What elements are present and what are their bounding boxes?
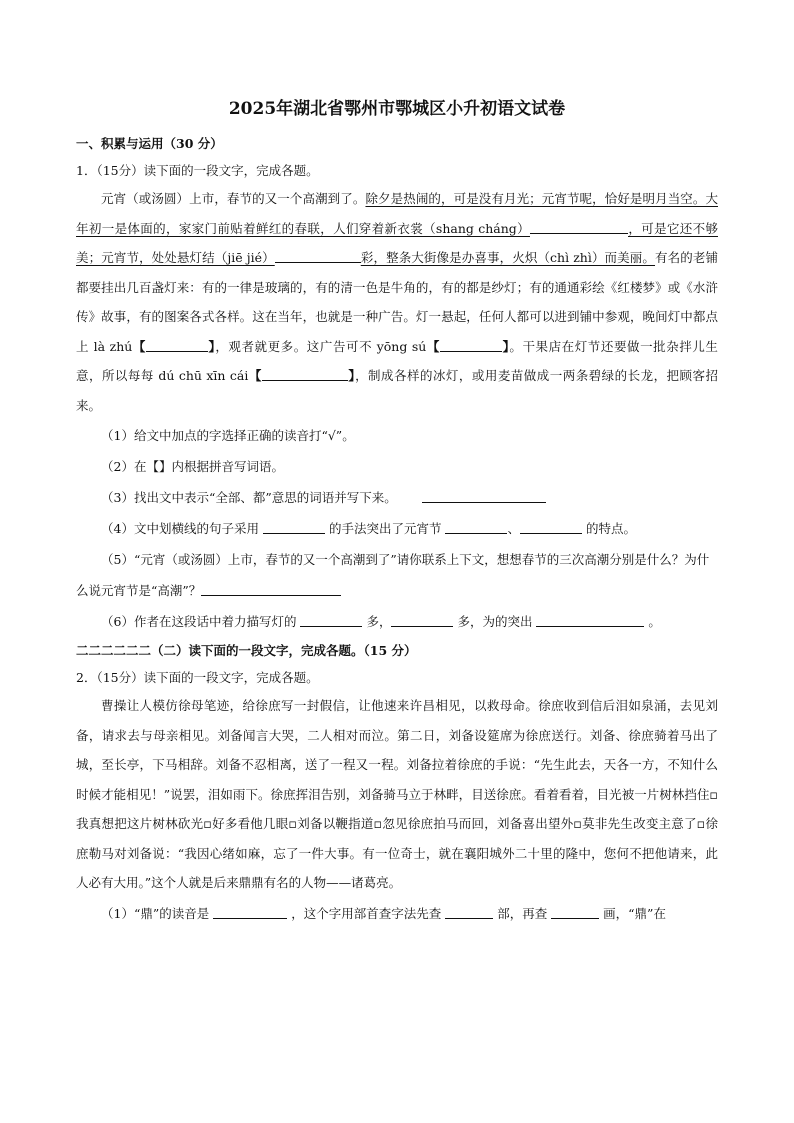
subquestion-5 xyxy=(76,544,718,606)
question2-passage: 曹操让人模仿徐母笔迹，给徐庶写一封假信，让他速来许昌相见，以救母命。徐庶收到信后泪如泉涌，去见刘备，请求去与母亲相见。刘备闻言大哭，二人相对而泣。第二日，刘备设筵席为徐庶送行。刘备、徐庶骑着马出了城，至长亭，下马相辞。刘备不忍相离，送了一程又一程。刘备拉着徐庶的手说：“先生此去，天各一方，不知什么时候才能相见！”说罢，泪如雨下。徐庶挥泪告别，刘备骑马立于林畔，目送徐庶。看着看着，目光被一片树林挡住▫我真想把这片树林砍光▫好多看他几眼▫刘备以鞭指道▫忽见徐庶拍马而回，刘备喜出望外▫莫非先生改变主意了▫徐庶勒马对刘备说：“我因心绪如麻，忘了一件大事。有一位奇士，就在襄阳城外二十里的隆中，您何不把他请来，此人必有大用。”这个人就是后来鼎鼎有名的人物——诸葛亮。 xyxy=(76,698,718,890)
exam-page xyxy=(76,96,718,929)
answer-blank[interactable] xyxy=(201,583,341,596)
q2-sub1-text-b: ，这个字用部首查字法先查 xyxy=(291,905,442,921)
subquestion-6-text-b: 多， xyxy=(366,614,392,629)
pinyin-answer-blank[interactable] xyxy=(440,339,502,352)
answer-blank[interactable] xyxy=(551,906,599,919)
pinyin-answer-blank[interactable] xyxy=(262,368,348,381)
question1-passage xyxy=(76,184,718,420)
answer-blank[interactable] xyxy=(530,221,628,234)
underlined-sentence: 除夕是热闹的，可是没有月光；元宵节呢，恰好是明月当空。大年初一是体面的，家家门前贴着鲜红的春联，人们穿着新衣裳（shang cháng） xyxy=(76,191,718,236)
subquestion-4-text-b: 的手法突出了元宵节 xyxy=(328,521,442,536)
subquestion-6-text-d: 。 xyxy=(648,614,661,629)
answer-blank[interactable] xyxy=(213,906,287,919)
passage-text: 。干果店在灯节还要做一批杂拌儿生意，所以每每 dú chū xīn cái xyxy=(76,338,718,383)
answer-blank[interactable] xyxy=(275,250,361,263)
answer-blank[interactable] xyxy=(422,490,546,503)
subquestion-5-text: （5）“元宵（或汤圆）上市，春节的又一个高潮到了”请你联系上下文，想想春节的三次高潮分别是什么？为什么说元宵节是“高潮”？ xyxy=(76,552,710,598)
bracket-open: 【 xyxy=(248,368,262,383)
subquestion-3-text: （3）找出文中表示“全部、都”意思的词语并写下来。 xyxy=(101,490,397,505)
answer-blank[interactable] xyxy=(520,521,582,534)
bracket-open: 【 xyxy=(426,338,440,354)
answer-blank[interactable] xyxy=(391,614,453,627)
answer-blank[interactable] xyxy=(536,614,644,627)
subquestion-4-text-d: 的特点。 xyxy=(585,521,636,536)
answer-blank[interactable] xyxy=(300,614,362,627)
section1-heading: 一、积累与运用（30 分） xyxy=(76,136,223,151)
q2-sub1-text-c: 部，再查 xyxy=(497,905,548,921)
section2-heading: 二二二二二二（二）读下面的一段文字，完成各题。（15 分） xyxy=(76,643,417,658)
subquestion-4-text-a: （4）文中划横线的句子采用 xyxy=(101,521,259,536)
underlined-sentence-3: 彩，整条大街像是办喜事，火炽（chì zhì）而美丽。 xyxy=(360,250,656,265)
question2-intro: 2．（15分）读下面的一段文字，完成各题。 xyxy=(76,670,319,685)
pinyin-answer-blank[interactable] xyxy=(146,339,208,352)
subquestion-6 xyxy=(76,606,718,637)
answer-blank[interactable] xyxy=(263,521,325,534)
passage-text: 有名的老铺都要挂出几百盏灯来：有的一律是玻璃的，有的清一色是牛角的，有的都是纱灯；有的通通彩绘《红楼梦》或《水浒传》故事，有的图案各式各样。这在当年，也就是一种广告。灯一悬起，任何人都可以进到铺中参观，晚间灯中都点上 là zhú xyxy=(76,250,718,354)
q2-sub1-text-a: （1）“鼎”的读音是 xyxy=(101,905,210,921)
q2-sub1-text-d: 画，“鼎”在 xyxy=(603,905,666,921)
bracket-open: 【 xyxy=(132,338,146,354)
page-title: 2025年湖北省鄂州市鄂城区小升初语文试卷 xyxy=(228,99,566,119)
subquestion-6-text-a: （6）作者在这段话中着力描写灯的 xyxy=(101,614,297,629)
question1-intro: 1．（15分）读下面的一段文字，完成各题。 xyxy=(76,163,319,178)
subquestion-6-text-c: 多，为的突出 xyxy=(457,614,533,629)
bracket-close: 】 xyxy=(347,368,356,383)
subquestion-2: （2）在【】内根据拼音写词语。 xyxy=(101,459,284,474)
bracket-close: 】 xyxy=(207,338,216,354)
bracket-close: 】 xyxy=(502,338,510,354)
subquestion-4-text-c: 、 xyxy=(507,521,520,536)
answer-blank[interactable] xyxy=(445,906,493,919)
passage-text: ，制成各样的冰灯，或用麦苗做成一两条碧绿的长龙，把顾客招来。 xyxy=(76,368,718,413)
underlined-sentence-2: ，可是它还不够美；元宵节，处处悬灯结（jiē jié） xyxy=(76,220,718,265)
answer-blank[interactable] xyxy=(445,521,507,534)
passage-text: ，观者就更多。这广告可不 yōng sú xyxy=(215,338,427,354)
passage-sentence: 元宵（或汤圆）上市，春节的又一个高潮到了。 xyxy=(101,191,366,206)
subquestion-4 xyxy=(76,513,718,544)
subquestion-1: （1）给文中加点的字选择正确的读音打“√”。 xyxy=(101,428,355,443)
question2-subquestion-1 xyxy=(76,898,718,929)
subquestion-3 xyxy=(76,482,718,513)
